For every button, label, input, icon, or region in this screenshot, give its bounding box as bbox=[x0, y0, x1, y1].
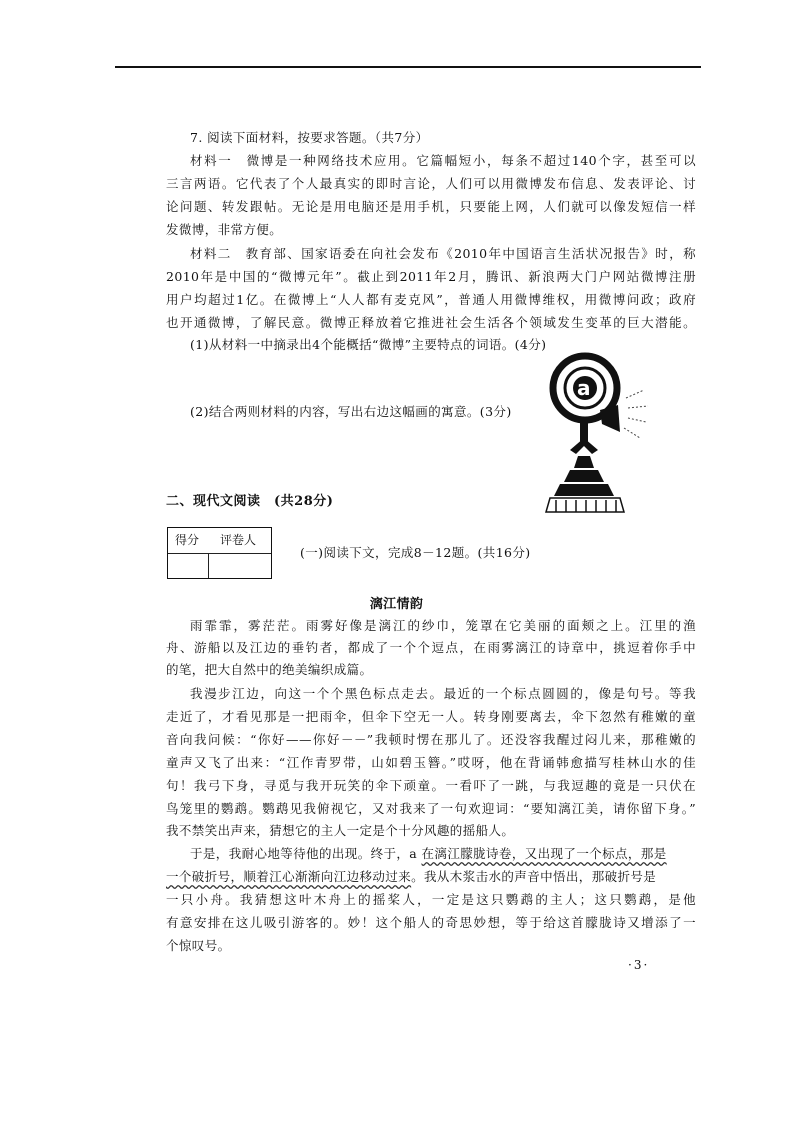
underlined-sentence-a-part-1: 在漓江朦胧诗卷，又出现了一个标点，那是 bbox=[421, 846, 667, 861]
article-para-3-line-2 bbox=[166, 869, 696, 885]
subsection-title: (一)阅读下文，完成8－12题。(共16分) bbox=[300, 545, 531, 560]
sub-question-2: (2)结合两则材料的内容，写出右边这幅画的寓意。(3分) bbox=[190, 404, 512, 419]
underlined-sentence-a-part-2: 一个破折号，顺着江心渐渐向江边移动过来 bbox=[166, 869, 412, 884]
score-box-header bbox=[168, 528, 271, 554]
material-1-line-4: 发微博，非常方便。 bbox=[166, 222, 283, 237]
article-para-1-line-1: 雨霏霏，雾茫茫。雨雾好像是漓江的纱巾，笼罩在它美丽的面颊之上。江里的渔 bbox=[190, 618, 696, 633]
section-2-title: 二、现代文阅读 (共28分) bbox=[166, 494, 334, 509]
article-para-2-line-4: 童声又飞了出来：“江作青罗带，山如碧玉簪。”哎呀，他在背诵韩愈描写桂林山水的佳 bbox=[166, 755, 696, 770]
article-para-3-line-4: 有意安排在这儿吸引游客的。妙！这个船人的奇思妙想，等于给这首朦胧诗又增添了一 bbox=[166, 915, 696, 930]
header-rule bbox=[115, 66, 701, 68]
score-box-divider bbox=[208, 554, 209, 578]
article-para-2-line-3: 音向我问候：“你好——你好－－”我顿时愣在那儿了。还没容我醒过闷儿来，那稚嫩的 bbox=[166, 732, 696, 747]
article-para-1-line-2: 舟、游船以及江边的垂钓者，都成了一个个逗点，在雨雾漓江的诗章中，挑逗着你手中 bbox=[166, 640, 696, 655]
para-3-line-2-suffix: 。我从木浆击水的声音中悟出，那破折号是 bbox=[411, 869, 657, 884]
question-7-title: 7. 阅读下面材料，按要求答题。（共7分） bbox=[190, 130, 429, 145]
article-para-2-line-1: 我漫步江边，向这一个个黑色标点走去。最近的一个标点圆圆的，像是句号。等我 bbox=[190, 686, 696, 701]
at-sign-icon bbox=[540, 350, 650, 520]
svg-text:a: a bbox=[577, 376, 591, 400]
article-para-2-line-5: 句！我弓下身，寻觅与我开玩笑的伞下顽童。一看吓了一跳，与我逗趣的竟是一只伏在 bbox=[166, 778, 696, 793]
material-2-line-3: 用户均超过1亿。在微博上“人人都有麦克风”，普通人用微博维权，用微博问政；政府 bbox=[166, 292, 696, 307]
article-para-3-line-3: 一只小舟。我猜想这叶木舟上的摇桨人，一定是这只鹦鹉的主人；这只鹦鹉，是他 bbox=[166, 892, 696, 907]
article-para-2-line-6: 鸟笼里的鹦鹉。鹦鹉见我俯视它，又对我来了一句欢迎词：“要知漓江美，请你留下身。” bbox=[166, 801, 696, 816]
article-para-3-line-1 bbox=[190, 846, 696, 862]
material-1-line-1: 材料一 微博是一种网络技术应用。它篇幅短小，每条不超过140个字，甚至可以 bbox=[190, 153, 696, 168]
material-2-line-2: 2010年是中国的“微博元年”。截止到2011年2月，腾讯、新浪两大门户网站微博注册 bbox=[166, 269, 696, 284]
material-1-line-2: 三言两语。它代表了个人最真实的即时言论，人们可以用微博发布信息、发表评论、讨 bbox=[166, 176, 696, 191]
para-3-line-1-prefix: 于是，我耐心地等待他的出现。终于，a bbox=[190, 846, 422, 861]
article-title: 漓江情韵 bbox=[369, 597, 424, 612]
at-sign-megaphone-picture bbox=[540, 350, 650, 520]
score-box bbox=[167, 527, 272, 579]
material-1-line-3: 论问题、转发跟帖。无论是用电脑还是用手机，只要能上网，人们就可以像发短信一样 bbox=[166, 199, 696, 214]
article-para-2-line-2: 走近了，才看见那是一把雨伞，但伞下空无一人。转身刚要离去，伞下忽然有稚嫩的童 bbox=[166, 709, 696, 724]
article-para-3-line-5: 个惊叹号。 bbox=[166, 938, 231, 953]
material-2-line-4: 也开通微博，了解民意。微博正释放着它推进社会生活各个领域发生变革的巨大潜能。 bbox=[166, 315, 696, 330]
material-2-line-1: 材料二 教育部、国家语委在向社会发布《2010年中国语言生活状况报告》时，称 bbox=[190, 246, 696, 261]
article-para-1-line-3: 的笔，把大自然中的绝美编织成篇。 bbox=[166, 662, 373, 677]
article-para-2-line-7: 我不禁笑出声来，猜想它的主人一定是个十分风趣的摇船人。 bbox=[166, 823, 515, 838]
sub-question-1: (1)从材料一中摘录出4个能概括“微博”主要特点的词语。(4分) bbox=[190, 337, 547, 352]
page-number: ·3· bbox=[628, 958, 650, 972]
grader-label: 评卷人 bbox=[220, 533, 257, 547]
score-label: 得分 bbox=[175, 533, 200, 547]
